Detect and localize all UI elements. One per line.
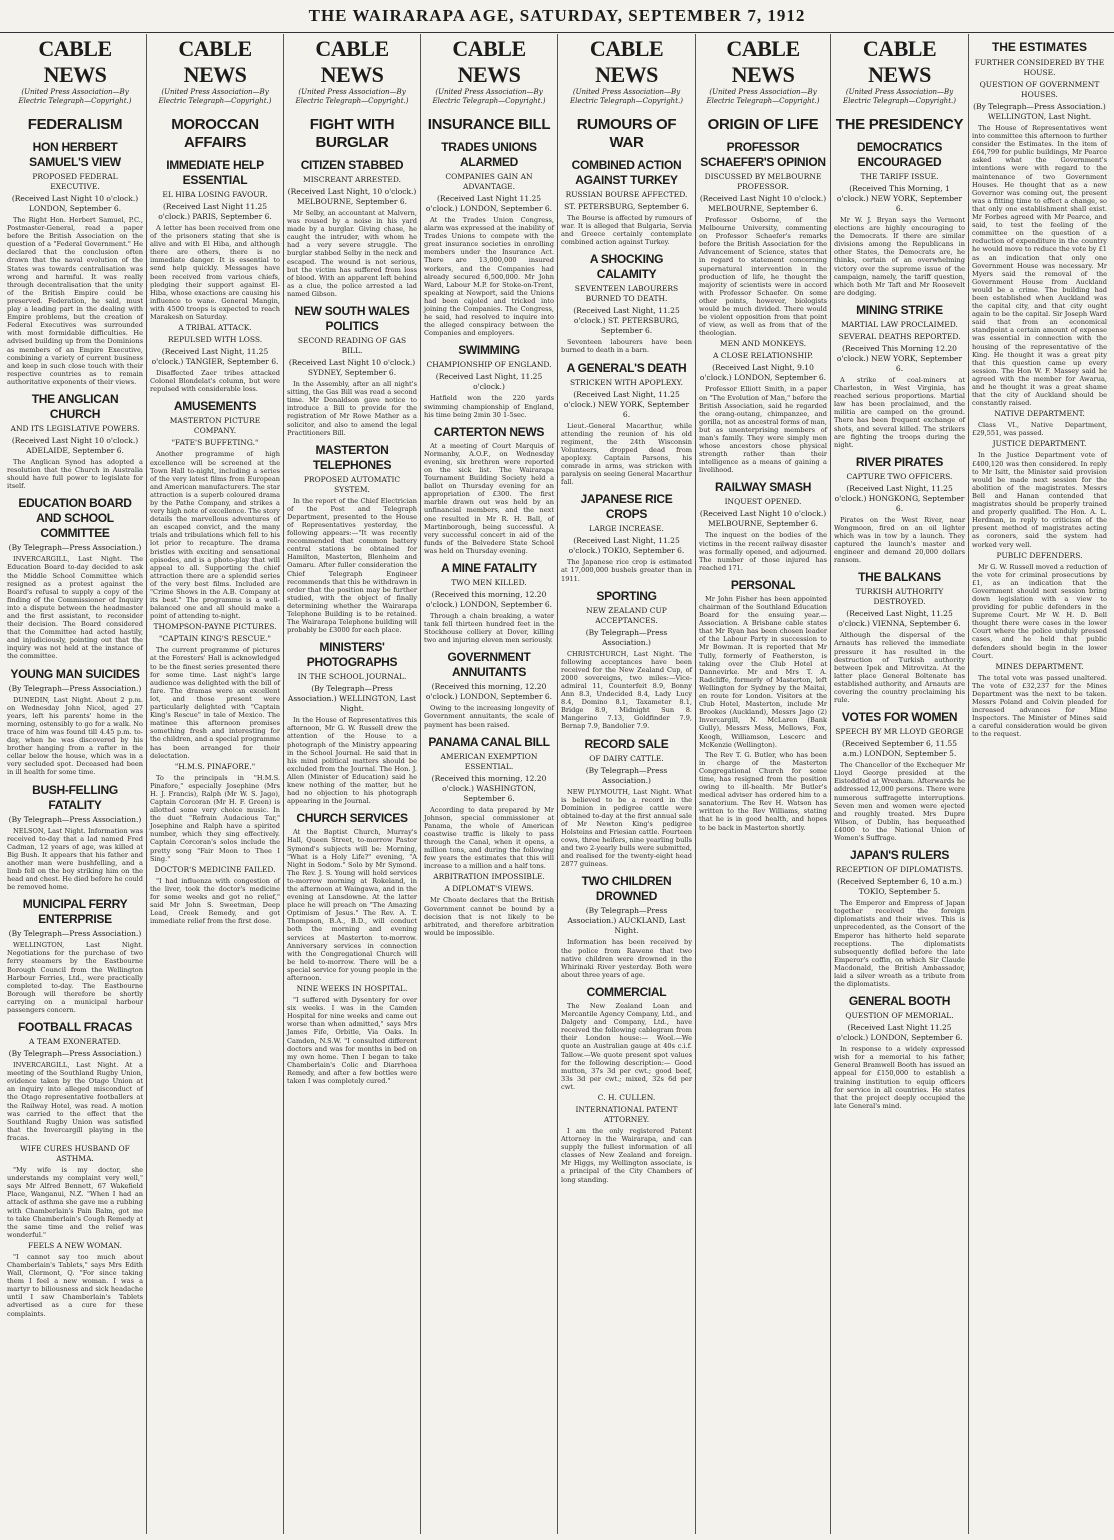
article-headline: PROFESSOR SCHAEFER'S OPINION xyxy=(700,140,826,169)
sub-headline: WIFE CURES HUSBAND OF ASTHMA. xyxy=(20,1144,130,1164)
sub-headline: TWO MEN KILLED. xyxy=(451,578,527,587)
sub-headline: MISCREANT ARRESTED. xyxy=(303,175,401,184)
article-body xyxy=(424,442,554,555)
cable-credit: (United Press Association—By Electric Telegraph—Copyright.) xyxy=(843,88,956,105)
paragraph: In response to a widely expressed wish for a memorial to his father, General Bramwell Booth has issued an appeal for £150,000 to establish a training institution to equip officers for service in all countries. He states that the project deeply occupied the late General's mind. xyxy=(834,1045,965,1110)
sub-headline: CHAMPIONSHIP OF ENGLAND. xyxy=(426,360,552,370)
article-body xyxy=(287,996,417,1085)
sub-headline: ST. PETERSBURG, September 6. xyxy=(564,202,689,211)
sub-headline: STRICKEN WITH APOPLEXY. xyxy=(570,377,683,387)
article-headline: MOROCCAN AFFAIRS xyxy=(171,116,259,151)
cable-news-header: CABLE NEWS xyxy=(38,36,112,87)
sub-headline: INQUEST OPENED. xyxy=(724,497,802,507)
paragraph: "I cannot say too much about Chamberlain's Tablets," says Mrs Edith Wall, Clermont, Q. "For since taking them I feel a new woman. I was a martyr to biliousness and sick headache until I saw Chamberlain's Tablets advertised as a cure for these complaints. xyxy=(7,1252,143,1318)
paragraph: Through a chain breaking, a water tank fell thirteen hundred feet in the Stockhouse colliery at Dover, killing two and injuring eleven men seriously. xyxy=(424,612,554,645)
sub-headline: ARBITRATION IMPOSSIBLE. xyxy=(433,872,545,882)
article-headline: SPORTING xyxy=(596,588,657,603)
sub-headline: RECEPTION OF DIPLOMATISTS. xyxy=(835,865,964,875)
article-body xyxy=(424,704,554,728)
article-body xyxy=(7,1166,143,1239)
article-body xyxy=(7,216,143,386)
paragraph: The House of Representatives went into committee this afternoon to further consider the Estimates. In the item of £64,799 for public buildings, Mr Pearce asked what the Government's intentions were with regard to the maintenance of two Government Houses. He thought that as a new Governor was coming out, the present was a fitting time to effect a change, so that only one establishment shall exist. Mr Forbes agreed with Mr Pearce, and said, to test the feeling of the committee on the question of a reduction of expenditure in the country he would move to reduce the vote by £1 as an indication that only one Government House was necessary. Mr Myers said the removal of the Government House from Auckland would be a crime. The building had been established when Auckland was the capital city, and that city ought again to be the capital. Sir Joseph Ward said that from an economical standpoint a certain amount of expense was essential in connection with the housing of the representative of the King. He thought it was a great pity that this question came up every session. The Hon W. F. Massey said he agreed with the member for Awarua, and he thought it was a great shame that the city of Auckland should be constantly raised. xyxy=(972,124,1107,408)
article-headline: PANAMA CANAL BILL xyxy=(428,734,550,749)
sub-headline: (Received Last Night 11.25 o'clock.) LONDON, September 6. xyxy=(425,194,553,213)
paragraph: The Rev T. G. Butler, who has been in charge of the Masterton Congregational Church for some time, has resigned from the position owing to ill-health. Mr Butler's medical adviser has ordered him to a sanatorium. The Rev H. Watson has written to the Rev Williams, stating that he is in good health, and hopes to be back in Masterton shortly. xyxy=(699,750,827,832)
sub-headline: SEVENTEEN LABOURERS BURNED TO DEATH. xyxy=(574,284,679,304)
paragraph: In the Assembly, after an all night's sitting, the Gas Bill was read a second time. Mr Donaldson gave notice to introduce a Bill to provide for the registration of Mr Rowe Mather as a solicitor, and also to amend the legal Practitioners Bill. xyxy=(287,380,417,437)
paragraph: The Japanese rice crop is estimated at 17,000,000 bushels greater than in 1911. xyxy=(561,558,692,583)
article-headline: NEW SOUTH WALES POLITICS xyxy=(294,304,410,334)
sub-headline: (Received Last Night 11.25 o'clock.) LONDON, September 6. xyxy=(836,1023,963,1043)
article-body xyxy=(7,941,143,1014)
section-headline: THE ESTIMATES xyxy=(991,40,1088,54)
paragraph: The inquest on the bodies of the victims in the recent railway disaster was formally opened, and adjourned. The number of those injured has reached 171. xyxy=(699,531,827,572)
article-headline: VOTES FOR WOMEN xyxy=(841,710,958,725)
sub-headline: (Received Last Night, 9.10 o'clock.) LONDON, September 6. xyxy=(699,363,827,383)
article-headline: MASTERTON TELEPHONES xyxy=(312,442,392,472)
sub-headline: "CAPTAIN KING'S RESCUE." xyxy=(159,634,271,644)
masthead xyxy=(0,0,1114,33)
article-body xyxy=(424,806,554,871)
sub-headline: (Received this morning, 12.20 o'clock.) WASHINGTON, September 6. xyxy=(431,773,547,803)
sub-headline: JUSTICE DEPARTMENT. xyxy=(992,439,1087,449)
paragraph: Class VI., Native Department, £29,551, was passed. xyxy=(972,421,1107,438)
article-headline: YOUNG MAN SUICIDES xyxy=(10,666,140,681)
paragraph: Mr Choate declares that the British Government cannot be bound by a decision that is not likely to be arbitrated, and therefore arbitration would be impossible. xyxy=(424,896,554,937)
sub-headline: (Received Last Night 10 o'clock.) LONDON, September 6. xyxy=(11,194,139,213)
paragraph: A strike of coal-miners at Charleston, in West Virginia, has reached serious proportions. Martial law has been proclaimed, and the militia are camped on the ground. There has been frequent exchange of shots, and several killed. The strikers are fighting the troops during the night. xyxy=(834,375,965,449)
column-8 xyxy=(969,34,1110,1534)
article-body xyxy=(7,458,143,490)
sub-headline: NEW ZEALAND CUP ACCEPTANCES. xyxy=(586,605,667,625)
sub-headline: A TEAM EXONERATED. xyxy=(29,1037,121,1047)
article-body xyxy=(561,650,692,731)
sub-headline: QUESTION OF MEMORIAL. xyxy=(845,1011,954,1021)
article-headline: JAPAN'S RULERS xyxy=(849,848,950,863)
paragraph: Mr G. W. Russell moved a reduction of the vote for criminal prosecutions by £1, as an indication that the Government should next session bring down legislation with a view to providing for public defenders in the Supreme Court. Mr W. H. D. Bell thought there were cases in the lower Court where the police unduly pressed cases, and he held that public defenders should begin in the lower Court. xyxy=(972,562,1107,660)
paragraph: INVERCARGILL, Last Night. The Education Board to-day decided to ask the Middle School Committee which resigned as a protest against the Board's refusal to supply a copy of the finding of the Commissioner of Inquiry into a dispute between the headmaster and the first assistant, to reconsider their decision. The Board considered that the Committee had acted hastily, and injudiciously, pointing out that the inquiry was not held at the instance of the committee. xyxy=(7,555,143,661)
paragraph: Seventeen labourers have been burned to death in a barn. xyxy=(561,338,692,355)
sub-headline: QUESTION OF GOVERNMENT HOUSES. xyxy=(979,80,1100,99)
article-body xyxy=(972,124,1107,407)
sub-headline: NATIVE DEPARTMENT. xyxy=(994,409,1085,419)
cable-news-header: CABLE NEWS xyxy=(315,36,389,87)
paragraph: NEW PLYMOUTH, Last Night. What is believed to be a record in the Dominion in pedigree cattle were obtained to-day at the first annual sale of Mr Newton King's pedigree Holsteins and Friesian cattle. Fourteen cows, three heifers, nine yearling bulls and two 2-yearly bulls were submitted, and realised for the twenty-eight head 2877 guineas. xyxy=(561,787,693,869)
paragraph: Disaffected Zaer tribes attacked Colonel Blondelat's column, but were repulsed with considerable loss. xyxy=(150,369,280,394)
paragraph: In the Justice Department vote of £400,120 was then considered. In reply to Mr Isitt, the Minister said provision would be made next session for the abolition of the magistrates. Messrs Bell and Hanan contended that magistrates should be properly trained and properly qualified. The Hon. A. L. Herdman, in reply to criticism of the present method of magistrates acting as coroners, said the system had worked very well. xyxy=(972,451,1107,549)
paragraph: Although the dispersal of the Arnauts has relieved the immediate pressure it has resulted in the destruction of Turkish authority between Ipek and Mitrovitza. At the latter place General Boltenate has established authority, and Arnauts are covering the country proclaiming his rule. xyxy=(834,631,965,705)
sub-headline: OF DAIRY CATTLE. xyxy=(589,753,664,763)
sub-headline: IN THE SCHOOL JOURNAL. xyxy=(297,672,407,682)
paragraph: The total vote was passed unaltered. The vote of £32,237 for the Mines Department was the next to be taken. Messrs Poland and Colvin pleaded for increased advances for Mine Inspectors. The Minister of Mines said a careful consideration would be given to the request. xyxy=(972,673,1107,739)
article-body xyxy=(561,1127,692,1184)
article-headline: BUSH-FELLING FATALITY xyxy=(32,782,118,812)
paragraph: The Right Hon. Herbert Samuel, P.C., Postmaster-General, read a paper before the British Association on the question of a "Federal Government." He declared that the conclusion often drawn that the naval evolution of the States was towards centralisation was wrong and harmful. It was really through decentralisation that the unity of the British Empire could be preserved. Federation, he said, must play a leading part in the dealing with Empire problems, but the creation of Federal Executives was surrounded with most formidable difficulties. He advised building up from the Dominions as members of an Empire Executive, combining a variety of current business and keep in such close touch with their respective countries as to remain authoritative exponents of their views. xyxy=(7,216,143,386)
article-headline: A GENERAL'S DEATH xyxy=(566,360,687,375)
column-7 xyxy=(831,34,969,1534)
article-body xyxy=(150,450,280,620)
article-body xyxy=(424,216,554,337)
sub-headline: (By Telegraph—Press Association.) WELLINGTON, Last Night. xyxy=(287,684,417,714)
sub-headline: A CLOSE RELATIONSHIP. xyxy=(712,351,813,361)
sub-headline: (Received Last Night 10 o'clock.) MELBOURNE, September 6. xyxy=(699,509,827,529)
cable-news-header: CABLE NEWS xyxy=(178,36,252,87)
article-headline: MINISTERS' PHOTOGRAPHS xyxy=(306,640,398,670)
article-headline: MINING STRIKE xyxy=(856,302,943,317)
paragraph: DUNEDIN, Last Night. About 2 p.m. on Wednesday John Nicol, aged 27 years, left his parents' home in the morning, ostensibly to go for a walk. No trace of him was found till 4.45 p.m. to-day, when he was discovered by his brother hanging from a rafter in the cellar below the house, which was in a very secluded spot. Deceased had been in ill health for some time. xyxy=(7,695,143,777)
article-body xyxy=(972,421,1107,437)
sub-headline: (Received this morning, 12.20 o'clock.) LONDON, September 6. xyxy=(425,590,553,609)
sub-headline: (Received This Morning, 1 o'clock.) NEW YORK, September 6. xyxy=(836,184,963,213)
article-headline: SWIMMING xyxy=(458,343,520,358)
paragraph: At the Baptist Church, Murray's Hall, Queen Street, to-morrow Pastor Symond's subjects will be: Morning, "What is a Holy Life?" evening, "A Night in Sodom." Solo by Mr Symond. The Rev. J. S. Young will hold services to-morrow morning at Rokeland, in the afternoon at Waingawa, and in the evening at Lansdowne. At the latter place he will preach on "The Amazing Optimism of Jesus." The Rev. A. T. Thompson, B.A., B.D., will conduct both the morning and evening services at Masterton to-morrow. Anniversary services in connection with the Congregational Church will be held to-morrow. There will be a special service for young people in the afternoon. xyxy=(287,828,417,982)
article-body xyxy=(7,555,143,660)
article-headline: THE ANGLICAN CHURCH xyxy=(31,391,119,421)
sub-headline: PROPOSED AUTOMATIC SYSTEM. xyxy=(303,474,401,494)
sub-headline: (By Telegraph—Press Association.) xyxy=(8,1049,142,1059)
article-body xyxy=(699,751,827,832)
sub-headline: (By Telegraph—Press Association.) WELLINGTON, Last Night. xyxy=(973,102,1106,121)
sub-headline: INTERNATIONAL PATENT ATTORNEY. xyxy=(575,1104,678,1124)
sub-headline: SPEECH BY MR LLOYD GEORGE xyxy=(835,727,964,737)
article-headline: COMBINED ACTION AGAINST TURKEY xyxy=(571,158,682,187)
sub-headline: "H.M.S. PINAFORE." xyxy=(174,761,256,771)
article-headline: FEDERALISM xyxy=(27,116,123,133)
sub-headline: (Received Last Night 10 o'clock.) MELBOURNE, September 6. xyxy=(699,194,827,213)
article-headline: FIGHT WITH BURGLAR xyxy=(309,116,395,151)
article-body xyxy=(7,827,143,892)
cable-credit: (United Press Association—By Electric Telegraph—Copyright.) xyxy=(432,88,546,105)
article-headline: COMMERCIAL xyxy=(586,984,667,999)
paragraph: Mr W. J. Bryan says the Vermont elections are highly encouraging to the Democrats. If there are similar divisions among the Republicans in other States, the Democrats are, he thinks, certain of an overwhelming victory over the supreme issue of the campaign, namely, the tariff question, which both Mr Taft and Mr Roosevelt are dodging. xyxy=(834,216,965,297)
column-1 xyxy=(4,34,147,1534)
masthead-title: THE WAIRARAPA AGE, SATURDAY, SEPTEMBER 7, 1912 xyxy=(308,6,806,25)
sub-headline: (Received Last Night, 11.25 o'clock.) VIENNA, September 6. xyxy=(838,609,961,629)
article-body xyxy=(834,631,965,704)
cable-credit: (United Press Association—By Electric Telegraph—Copyright.) xyxy=(18,88,132,105)
sub-headline: CAPTURE TWO OFFICERS. xyxy=(846,471,953,481)
article-body xyxy=(699,531,827,571)
paragraph: INVERCARGILL, Last Night. At a meeting of the Southland Rugby Union, evidence taken by the Otago Union at an inquiry into alleged misconduct of the Otago representative footballers at the Railway Hotel, was read. A motion was carried to the effect that the Southland Rugby Union was satisfied that the Invercargill playing in the fracas. xyxy=(7,1061,143,1142)
paragraph: Lieut.-General Macarthur, while attending the reunion of his old regiment, the 24th Wisconsin Volunteers, dropped dead from apoplexy. Captain Parsons, his comrade in arms, was stricken with paralysis on seeing General Macarthur fall. xyxy=(561,421,692,487)
article-body xyxy=(972,674,1107,739)
paragraph: Professor Osborne, of the Melbourne University, commenting on Professor Schaefer's remarks before the British Association for the Advancement of Science, states that in regard to statement concerning supernatural intervention in the production of life, he thought the majority of scientists were in accord with Professor Schaefer. On some other points, however, biologists would be much divided. There would be violent opposition from that point of view, as well as from that of the theologian. xyxy=(699,216,827,338)
sub-headline: "FATE'S BUFFETING." xyxy=(171,438,259,448)
article-body xyxy=(287,497,417,635)
sub-headline: LARGE INCREASE. xyxy=(589,524,664,534)
article-headline: THE PRESIDENCY xyxy=(835,116,964,133)
article-body xyxy=(834,899,965,988)
cable-credit: (United Press Association—By Electric Telegraph—Copyright.) xyxy=(706,88,820,105)
article-headline: INSURANCE BILL xyxy=(427,116,551,133)
article-body xyxy=(287,209,417,298)
sub-headline: MASTERTON PICTURE COMPANY. xyxy=(169,416,261,436)
paragraph: In the report of the Chief Electrician of the Post and Telegraph Department, presented to the House of Representatives yesterday, the following appears:—"It was recently recommended that common battery central stations be obtained for Hamilton, Masterton, Blenheim and Oamaru. After fuller consideration the Chief Telegraph Engineer recommends that this be withdrawn in order that the position may be further studied, with the object of finally determining whether the Wairarapa Telephone Building is to be retained. The Wairarapa Telephone building will probably be £3000 for each place. xyxy=(287,496,417,635)
paragraph: The Bourse is affected by rumours of war. It is alleged that Bulgaria, Servia and Greece certainly contemplate combined action against Turkey. xyxy=(561,214,692,247)
paragraph: At the Trades Union Congress, alarm was expressed at the inability of Trades Unions to compete with the great insurance societies in enrolling members under the Insurance Act. There are 13,000,000 insured workers, and the Companies had already secured 6,500,000. Mr John Ward, Labour M.P. for Stoke-on-Trent, speaking at Newport, said the Unions had been cajoled and tricked into joining the Companies. The Congress, he said, had resolved to inquire into the alleged conspiracy between the Companies and employers. xyxy=(424,216,554,338)
sub-headline: EL HIBA LOSING FAVOUR. xyxy=(162,190,268,199)
article-headline: PERSONAL xyxy=(730,577,796,592)
cable-news-header: CABLE NEWS xyxy=(589,36,664,87)
article-body xyxy=(699,595,827,749)
paragraph: Mr Selby, an accountant at Malvern, was roused by a noise in his yard made by a burglar. Giving chase, he caught the intruder, with whom he had a very severe struggle. The burglar stabbed Selby in the neck and escaped. The wound is not serious, but the victim has suffered from loss of blood. With an apparent left behind as a clue, the police arrested a lad named Gibson. xyxy=(287,209,417,298)
sub-headline: (Received Last Night, 11.25 o'clock.) TOKIO, September 6. xyxy=(568,536,685,556)
article-body xyxy=(699,385,827,474)
sub-headline: C. H. CULLEN. xyxy=(597,1092,656,1102)
article-body xyxy=(972,451,1107,548)
article-headline: TRADES UNIONS ALARMED xyxy=(441,140,537,169)
column-4 xyxy=(421,34,558,1534)
article-body xyxy=(150,224,280,321)
article-headline: GOVERNMENT ANNUITANTS xyxy=(447,650,531,680)
article-body xyxy=(834,376,965,449)
sub-headline: DOCTOR'S MEDICINE FAILED. xyxy=(154,864,276,874)
article-headline: A SHOCKING CALAMITY xyxy=(589,252,664,282)
article-body xyxy=(561,558,692,582)
paragraph: WELLINGTON, Last Night. Negotiations for the purchase of two ferry steamers by the Eastbourne Borough Council from the Wellington Harbour Ferries, Ltd., were practically completed to-day. The Eastbourne Borough will therefore be shortly carrying on a municipal harbour passengers concern. xyxy=(7,941,143,1014)
paragraph: CHRISTCHURCH, Last Night. The following acceptances have been received for the New Zealand Cup, of 2000 sovereigns, two miles:—Vice-admiral 11, Counterfeit 8.9, Bonny Ann 8.3, Undecided 8.4, Lady Lucy 8.4, Domino 8.1, Taxameter 8.1, Bridge 8.9, Midnight Sun 8. Mangerino 7.13, Goldfinder 7.9, Bernap 7.9, Bandolier 7.9. xyxy=(561,649,692,731)
paragraph: Owing to the increasing longevity of Government annuitants, the scale of payment has been raised. xyxy=(424,704,554,729)
article-headline: FOOTBALL FRACAS xyxy=(18,1020,132,1035)
sub-headline: NINE WEEKS IN HOSPITAL. xyxy=(296,984,408,994)
article-headline: RECORD SALE xyxy=(584,736,669,751)
article-body xyxy=(7,1061,143,1142)
article-headline: THE BALKANS xyxy=(858,570,941,585)
paragraph: Pirates on the West River, near Wongmoon, fired on an oil lighter which was in tow by a launch. They captured the launch's master and engineer and demand 20,000 dollars ransom. xyxy=(834,515,965,565)
article-headline: EDUCATION BOARD AND SCHOOL COMMITTEE xyxy=(18,496,132,541)
newspaper-columns xyxy=(4,34,1110,1534)
sub-headline: (Received Last Night 11.25 o'clock.) PARIS, September 6. xyxy=(158,202,272,221)
paragraph: At a meeting of Court Marquis of Normanby, A.O.F., on Wednesday evening, six brethren were reported on the sick list. The Wairarapa Tournament Building Society held a ballot on Thursday evening for an appropriation of £300. The first marble drawn out was held by an unfinancial members, and the next one resulted in Mr R. H. Ball, of Martinborough, being successful. A very successful concert in aid of the funds of the Belvedere State School was held on Thursday evening. xyxy=(424,441,554,555)
article-body xyxy=(834,216,965,297)
article-body xyxy=(561,938,692,978)
column-2 xyxy=(147,34,284,1534)
sub-headline: REPULSED WITH LOSS. xyxy=(167,335,263,345)
article-body xyxy=(561,338,692,354)
article-body xyxy=(287,828,417,982)
paragraph: The Anglican Synod has adopted a resolution that the Church in Australia should have full power to legislate for itself. xyxy=(7,457,143,491)
sub-headline: FURTHER CONSIDERED BY THE HOUSE. xyxy=(974,58,1105,77)
paragraph: Hatfield won the 220 yards swimming championship of England, his time being 2min 30 1-5sec. xyxy=(424,394,554,419)
column-6 xyxy=(696,34,831,1534)
article-headline: AMUSEMENTS xyxy=(173,399,257,414)
paragraph: "My wife is my doctor, she understands my complaint very well," says Mr Alfred Bennett, 67 Wakefield Place, Wanganui, N.Z. "When I had an attack of asthma she gave me a rubbing with Chamberlain's Pain Balm, got me to take Chamberlain's Cough Remedy at the same time and the relief was wonderful." xyxy=(7,1166,143,1239)
sub-headline: (By Telegraph—Press Association.) xyxy=(8,929,142,939)
article-headline: CHURCH SERVICES xyxy=(296,811,408,826)
sub-headline: TURKISH AUTHORITY DESTROYED. xyxy=(855,587,944,607)
sub-headline: AND ITS LEGISLATIVE POWERS. xyxy=(10,423,140,433)
paragraph: "I had influenza with congestion of the liver, took the doctor's medicine for some weeks and got no relief," said Mr John S. Sweetman, Deep Lead, Creek Remedy, and got immediate relief from the first dose. xyxy=(150,876,280,926)
column-3 xyxy=(284,34,421,1534)
sub-headline: A DIPLOMAT'S VIEWS. xyxy=(444,884,534,894)
article-headline: DEMOCRATICS ENCOURAGED xyxy=(856,140,943,169)
article-body xyxy=(834,761,965,842)
sub-headline: AMERICAN EXEMPTION ESSENTIAL. xyxy=(440,751,538,771)
article-headline: MUNICIPAL FERRY ENTERPRISE xyxy=(22,897,128,927)
paragraph: The Emperor and Empress of Japan together received the foreign diplomatists and their wives. This is unprecedented, as the Consort of the Emperor has hitherto held separate receptions. The diplomatists subsequently defiled before the late Emperor's coffin, on which Sir Claude Macdonald, the British Ambassador, laid a silver wreath as a tribute from the diplomatists. xyxy=(834,899,965,989)
article-headline: IMMEDIATE HELP ESSENTIAL xyxy=(166,158,264,187)
article-body xyxy=(287,716,417,805)
sub-headline: (Received September 6, 10 a.m.) TOKIO, September 5. xyxy=(837,877,962,897)
article-body xyxy=(424,612,554,644)
cable-news-header: CABLE NEWS xyxy=(862,36,937,87)
article-body xyxy=(424,394,554,418)
article-body xyxy=(150,369,280,393)
cable-news-header: CABLE NEWS xyxy=(726,36,800,87)
paragraph: The Chancellor of the Exchequer Mr Lloyd George presided at the Eisteddfod at Wrexham. Afterwards he addressed 12,000 persons. There were numerous suffragette interruptions. Seven men and women were ejected and roughly treated. Mrs Dupre Wilson, of Dublin, has bequeathed £4000 to the National Union of Women's Suffrage. xyxy=(834,761,965,843)
sub-headline: THE TARIFF ISSUE. xyxy=(860,172,939,181)
article-body xyxy=(561,1002,692,1091)
paragraph: "I suffered with Dysentery for over six weeks. I was in the Camden Hospital for nine weeks and came out worse than when admitted," says Mrs James Fife, Orbitle, Via Oaks. In Camden, N.S.W. "I consulted different doctors and was for months in bed on my own home. Then I began to take Chamberlain's Colic and Diarrhoea Remedy, and after a few bottles were taken I was completely cured." xyxy=(287,996,417,1086)
column-5 xyxy=(558,34,696,1534)
sub-headline: (By Telegraph—Press Association.) xyxy=(8,543,142,553)
sub-headline: (Received Last Night, 11.25 o'clock.) HONGKONG, September 6. xyxy=(834,483,965,513)
sub-headline: (By Telegraph—Press Association.) xyxy=(585,765,668,785)
sub-headline: (Received Last Night, 11.25 o'clock.) TANGIER, September 6. xyxy=(151,347,279,367)
paragraph: Information has been received by the police from Rawene that two native children were drowned in the Whirinaki River yesterday. Both were about three years of age. xyxy=(561,938,692,979)
paragraph: To the principals in "H.M.S. Pinafore," especially Josephine (Mrs H. J. Francis), Ralph (Mr W. S. Jago), Captain Corcoran (Mr H. F. Green) is allotted some very choice music. In the duet "Refrain Audacious Tar," Josephine and Ralph have a spirited number, which they sing effectively. Captain Corcoran's solos include the pretty song "Fair Moon to Thee I Sing." xyxy=(150,773,280,863)
article-body xyxy=(424,896,554,936)
sub-headline: (By Telegraph—Press Association.) xyxy=(585,627,668,647)
sub-headline: (By Telegraph—Press Association.) AUCKLAND, Last Night. xyxy=(567,906,686,936)
sub-headline: (Received Last Night 10 o'clock.) ADELAIDE, September 6. xyxy=(11,435,139,455)
sub-headline: (Received Last Night 10 o'clock.) SYDNEY, September 6. xyxy=(288,358,416,378)
article-headline: HON HERBERT SAMUEL'S VIEW xyxy=(29,140,121,169)
article-headline: TWO CHILDREN DROWNED xyxy=(581,874,672,904)
sub-headline: (Received This Morning 12.20 o'clock.) NEW YORK, September 6. xyxy=(836,343,963,373)
paragraph: Mr John Fisher has been appointed chairman of the Southland Education Board for the ensuing year.—Association. A Brisbane cable states that Mr Ryan has been chosen leader of the Labour Party in succession to Mr Bowman. It is reported that Mr Tully, formerly of Featherston, is taking over the Club Hotel at Dannevirke. Mr and Mrs T. A. Radcliffe, formerly of Masterton, left Wellington for Sydney by the Maitai, en route for London. Visitors at the Club Hotel, Masterton, include Mr Brookes (Auckland), Messrs Jago (2) Invercargill, N. McLaren (Bank Gully), Messrs Mess, Mellows, Fox, Keogh, Williamson, Lescerc and McKenzie (Wellington). xyxy=(699,594,827,749)
sub-headline: (Received Last Night, 11.25 o'clock.) ST. PETERSBURG, September 6. xyxy=(573,306,680,336)
article-body xyxy=(972,563,1107,660)
paragraph: I am the only registered Patent Attorney in the Wairarapa, and can supply the fullest information of all classes of New Zealand and foreign. Mr Higgs, my Wellington associate, is a principal of the City Chambers of long standing. xyxy=(561,1126,692,1184)
article-headline: CITIZEN STABBED xyxy=(300,158,404,172)
article-headline: JAPANESE RICE CROPS xyxy=(580,492,673,522)
article-body xyxy=(561,214,692,246)
sub-headline: MARTIAL LAW PROCLAIMED. xyxy=(841,319,958,329)
sub-headline: (Received September 6, 11.55 a.m.) LONDON, September 5. xyxy=(841,739,958,759)
article-headline: RIVER PIRATES xyxy=(855,454,944,469)
article-body xyxy=(150,877,280,926)
article-body xyxy=(834,1045,965,1110)
article-headline: A MINE FATALITY xyxy=(441,561,537,575)
paragraph: NELSON, Last Night. Information was received to-day that a lad named Fred Cadman, 12 years of age, was killed at Big Bush. It appears that his father and another man were bushfelling, and a limb fell on the boy striking him on the head and chest. He died before he could be removed home. xyxy=(7,826,143,892)
sub-headline: MINES DEPARTMENT. xyxy=(995,661,1084,671)
article-headline: RUMOURS OF WAR xyxy=(576,116,677,151)
sub-headline: (Received Last Night, 10 o'clock.) MELBOURNE, September 6. xyxy=(287,187,417,206)
sub-headline: THOMPSON-PAYNE PICTURES. xyxy=(153,622,277,632)
paragraph: According to data prepared by Mr Johnson, special commissioner at Panama, the whole of American coastwise traffic is likely to pass through the Canal, when it opens, a million tons, and during the following few years the estimates that this will increase to a million and a half tons. xyxy=(424,805,554,871)
sub-headline: FEELS A NEW WOMAN. xyxy=(27,1240,122,1250)
article-body xyxy=(7,1253,143,1318)
article-headline: GENERAL BOOTH xyxy=(848,994,951,1009)
cable-credit: (United Press Association—By Electric Telegraph—Copyright.) xyxy=(570,88,683,105)
cable-news-header: CABLE NEWS xyxy=(452,36,526,87)
paragraph: The current programme of pictures at the Foresters' Hall is acknowledged to be the finest series presented there for some time. Last night's large audience was delighted with the bill of fare. The dramas were an excellent lot, and those present were particularly delighted with "Captain King's Rescue" in tale of Mexico. The matinee this afternoon promises something fresh and interesting for the children, and a special programme has been arranged for their delectation. xyxy=(150,646,280,760)
article-body xyxy=(287,380,417,437)
article-body xyxy=(834,516,965,565)
paragraph: Professor Elliott Smith, in a paper on "The Evolution of Man," before the British Association, said he regarded the orang-outang, chimpanzee, and gorilla, not as ancestral forms of man, but as unenterprising members of man's family. They were simply men whose ancestors chose physical strength rather than their intelligence as a means of gaining a livelihood. xyxy=(699,385,827,475)
sub-headline: PUBLIC DEFENDERS. xyxy=(996,550,1083,560)
sub-headline: RUSSIAN BOURSE AFFECTED. xyxy=(565,190,688,199)
sub-headline: (By Telegraph—Press Association.) xyxy=(8,683,142,693)
article-body xyxy=(150,646,280,759)
cable-credit: (United Press Association—By Electric Telegraph—Copyright.) xyxy=(295,88,409,105)
sub-headline: PROPOSED FEDERAL EXECUTIVE. xyxy=(32,172,118,191)
article-body xyxy=(561,422,692,487)
sub-headline: (Received this morning, 12.20 o'clock.) LONDON, September 6. xyxy=(425,682,553,702)
article-body xyxy=(699,216,827,337)
sub-headline: SEVERAL DEATHS REPORTED. xyxy=(838,331,961,341)
paragraph: Another programme of high excellence will be screened at the Town Hall to-night, including a series of the very latest films from European and American manufacturers. The star attraction is a superb coloured drama by the Pathe Company, and strikes a very high note of excellence. The story details the marvellous adventures of an escaped convict, and the many trials and tribulations which fell to his lot prior to recapture. The drama bristles with exciting and sensational episodes, and is a photo-play that will appeal to all. Supporting the chief attraction there are a splendid series of the very best films. Included are "Crime Shows in the A.B. Company at its best." The programme is a well-balanced one and all should make a point of attending to-night. xyxy=(150,450,280,621)
article-headline: RAILWAY SMASH xyxy=(714,480,812,495)
article-body xyxy=(7,696,143,777)
sub-headline: MEN AND MONKEYS. xyxy=(719,339,807,349)
paragraph: The New Zealand Loan and Mercantile Agency Company, Ltd., and Dalgety and Company, Ltd., have received the following cablegram from their London house:— Wool.—We quote an Australian gauge at 40s c.i.f. Tallow.—We quote present spot values for the following description:— Good mutton, 37s 3d per cwt.; good beef, 33s 3d per cwt.; mixed, 32s 6d per cwt. xyxy=(561,1001,692,1091)
sub-headline: COMPANIES GAIN AN ADVANTAGE. xyxy=(445,172,533,191)
paragraph: A letter has been received from one of the prisoners stating that she is alive and with El Hiba, and although there are others, there is no immediate danger. It is essential to send help quickly. Messages have been received from various chiefs, pledging their support against El-Hiba, whose exactions are causing his influence to wane. General Mangin, with 4500 troops is expected to reach Marakesh on Saturday. xyxy=(150,224,280,322)
article-body xyxy=(561,788,692,869)
sub-headline: (Received Last Night, 11.25 o'clock.) xyxy=(435,372,543,392)
article-body xyxy=(150,774,280,863)
sub-headline: (Received Last Night, 11.25 o'clock.) NEW YORK, September 6. xyxy=(563,389,690,419)
article-headline: CARTERTON NEWS xyxy=(433,424,545,439)
cable-credit: (United Press Association—By Electric Telegraph—Copyright.) xyxy=(158,88,272,105)
paragraph: In the House of Representatives this afternoon, Mr G. W. Russell drew the attention of the House to a photograph of the Ministry appearing in the School Journal. He said that in his mind political matters should be excluded from the Journal. The Hon. J. Allen (Minister of Education) said he knew nothing of the matter, but he had no objection to his photograph appearing in the Journal. xyxy=(287,716,417,806)
sub-headline: (By Telegraph—Press Association.) xyxy=(8,814,142,824)
article-headline: ORIGIN OF LIFE xyxy=(707,116,819,133)
sub-headline: DISCUSSED BY MELBOURNE PROFESSOR. xyxy=(704,172,822,191)
sub-headline: A TRIBAL ATTACK. xyxy=(178,323,252,333)
sub-headline: SECOND READING OF GAS BILL. xyxy=(297,336,407,356)
